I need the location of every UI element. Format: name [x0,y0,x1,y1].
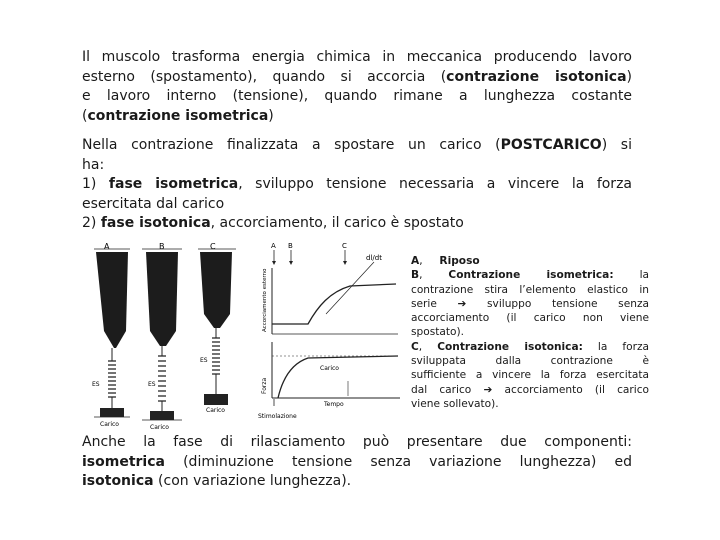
figure-legend [411,254,649,411]
load-label-c: Carico [206,407,225,414]
muscle-body-c [200,252,232,328]
contraction-graphs [258,242,400,420]
force-curve [278,356,398,398]
load-weight-b [150,411,174,420]
term-postcarico: POSTCARICO [500,137,602,153]
muscle-label-c: C [210,242,216,251]
legend-a: A, Riposo [411,255,480,267]
muscle-b [142,242,182,431]
intro-line-1: Il muscolo trasforma energia chimica in meccanica producendo lavoro [82,49,632,65]
graph-label-c: C [342,242,347,250]
graph-label-b: B [288,242,293,250]
stimulation-label: Stimolazione [258,413,297,420]
right-arrow-icon: ➔ [457,297,467,310]
right-arrow-icon: ➔ [483,383,493,396]
es-label-a: ES [92,381,100,388]
legend-c-line-3: sufficiente a vincere la forza esercitata [411,369,649,382]
slope-tangent-line [326,262,374,314]
load-label-a: Carico [100,421,119,428]
y-axis-label-force: Forza [261,377,268,394]
term-isometric-phase: fase isometrica [108,176,239,192]
intro-line-4: (contrazione isometrica) [82,107,274,124]
legend-b-line-1: B, Contrazione isometrica: la [411,269,649,282]
legend-b-line-4: accorciamento (il carico non viene [411,312,649,325]
muscle-body-b [146,252,178,346]
dl-dt-label: dl/dt [366,254,382,262]
postload-line-3: 1) fase isometrica, sviluppo tensione necessaria a vincere la forza [82,176,632,192]
intro-line-2: esterno (spostamento), quando si accorcia (contrazione isotonica) [82,68,632,85]
graph-label-a: A [271,242,276,250]
muscle-label-a: A [104,242,110,251]
elastic-spring-a [108,361,116,397]
term-isotonic-phase: fase isotonica [100,215,211,231]
muscle-a [92,242,130,428]
legend-b-line-2: contrazione stira l’elemento elastico in [411,283,649,296]
relaxation-paragraph [82,433,632,492]
elastic-spring-c [212,338,220,374]
term-isometric-contraction: contrazione isometrica [87,107,269,124]
legend-c-line-1: C, Contrazione isotonica: la forza [411,340,649,353]
postload-line-1: Nella contrazione finalizzata a spostare un carico (POSTCARICO) si [82,137,632,153]
legend-b-line-5: spostato). [411,326,465,339]
muscle-body-a [96,252,128,348]
legend-b-line-3: serie ➔ sviluppo tensione senza [411,297,649,310]
x-axis-label-time: Tempo [324,401,344,408]
legend-c-line-4: dal carico ➔ accorciamento (il carico [411,383,650,396]
legend-c-line-2: sviluppata dalla contrazione è [411,355,649,368]
term-isotonic-contraction: contrazione isotonica [446,68,627,85]
legend-c-line-5: viene sollevato). [411,397,499,410]
load-weight-c [204,394,228,405]
y-axis-label-shortening: Accorciamento esterno [262,268,268,332]
es-label-c: ES [200,357,208,364]
load-label-b: Carico [150,424,169,431]
intro-line-3: e lavoro interno (tensione), quando rimane a lunghezza costante [82,88,632,104]
es-label-b: ES [148,381,156,388]
postload-line-5: 2) fase isotonica, accorciamento, il carico è spostato [82,215,464,231]
postload-paragraph [82,136,632,234]
force-curve-label: Carico [320,365,339,372]
relaxation-line-1: Anche la fase di rilasciamento può presentare due componenti: [82,434,632,450]
elastic-spring-b [158,356,166,401]
muscle-label-b: B [159,242,165,251]
load-weight-a [100,408,124,417]
intro-paragraph [82,48,632,126]
muscle-c [198,242,236,414]
postload-line-2: ha: [82,156,105,173]
term-isotonic: isotonica [82,473,154,489]
term-isometric: isometrica [82,453,165,470]
shortening-curve [272,284,396,324]
postload-line-4: esercitata dal carico [82,195,225,212]
relaxation-line-2: isometrica (diminuzione tensione senza variazione lunghezza) ed [82,453,632,470]
relaxation-line-3: isotonica (con variazione lunghezza). [82,473,352,489]
